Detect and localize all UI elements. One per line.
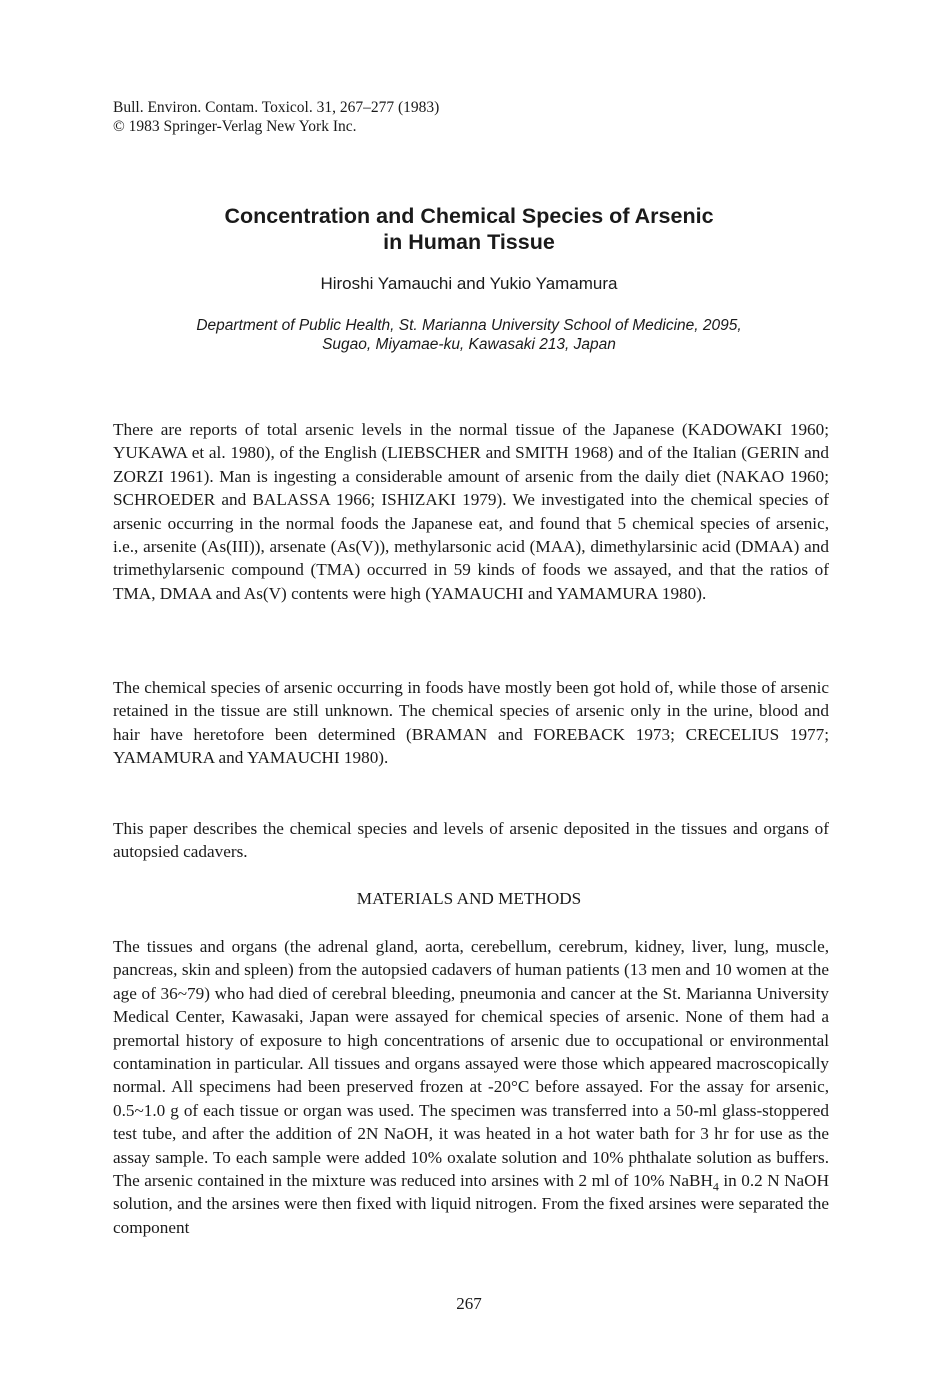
paragraph-text: There are reports of total arsenic levels in the normal tissue of the Japanese (KADOWAKI 1960; YUKAWA et al. 1980), of the English (LIEBSCHER and SMITH 1968) and of the Italian (GERIN and ZORZI 1961). Man is ingesting a considerable amount of arsenic from the daily diet (NAKAO 1960; SCHROEDER and BALASSA 1966; ISHIZAKI 1979). We investigated into the chemical species of arsenic occurring in the normal foods the Japanese eat, and found that 5 chemical species of arsenic, i.e., arsenite (As(III)), arsenate (As(V)), methylarsonic acid (MAA), dimethylarsinic acid (DMAA) and trimethylarsenic compound (TMA) occurred in 59 kinds of foods we assayed, and that the ratios of TMA, DMAA and As(V) contents were high (YAMAUCHI and YAMAMURA 1980). (113, 420, 829, 603)
methods-text-part-2: in 0.2 N NaOH solution, and the arsines were then fixed with liquid nitrogen. From the fixed arsines were separated the component (113, 1171, 829, 1237)
article-title (0, 203, 938, 255)
methods-text (113, 935, 829, 1239)
intro-paragraph-2 (113, 676, 829, 770)
title-line-2: in Human Tissue (383, 230, 555, 254)
journal-citation (113, 98, 439, 136)
section-heading: MATERIALS AND METHODS (356, 889, 582, 908)
affiliation-line-2: Sugao, Miyamae-ku, Kawasaki 213, Japan (322, 336, 616, 353)
methods-paragraph (113, 935, 829, 1239)
methods-text-part-1: The tissues and organs (the adrenal gland, aorta, cerebellum, cerebrum, kidney, liver, lung, muscle, pancreas, skin and spleen) from the autopsied cadavers of human patients (13 men and 10 women at the age of 36~79) who had died of cerebral bleeding, pneumonia and cancer at the St. Marianna University Medical Center, Kawasaki, Japan were assayed for chemical species of arsenic. None of them had a premortal history of exposure to high concentrations of arsenic due to occupational or environmental contamination in particular. All tissues and organs assayed were those which appeared macroscopically normal. All specimens had been preserved frozen at -20°C before assayed. For the assay for arsenic, 0.5~1.0 g of each tissue or organ was used. The specimen was transferred into a 50-ml glass-stoppered test tube, and after the addition of 2N NaOH, it was heated in a hot water bath for 3 hr for use as the assay sample. To each sample were added 10% oxalate solution and 10% phthalate solution as buffers. The arsenic contained in the mixture was reduced into arsines with 2 ml of 10% NaBH (113, 937, 829, 1191)
affiliation-line-1: Department of Public Health, St. Marianna University School of Medicine, 2095, (196, 317, 742, 334)
paragraph-text: This paper describes the chemical species and levels of arsenic deposited in the tissues and organs of autopsied cadavers. (113, 819, 829, 862)
subscript-4: 4 (712, 1179, 719, 1194)
paragraph-text: The chemical species of arsenic occurring in foods have mostly been got hold of, while those of arsenic retained in the tissue are still unknown. The chemical species of arsenic only in the urine, blood and hair have heretofore been determined (BRAMAN and FOREBACK 1973; CRECELIUS 1977; YAMAMURA and YAMAUCHI 1980). (113, 678, 829, 768)
journal-line: Bull. Environ. Contam. Toxicol. 31, 267–277 (1983) (113, 99, 440, 116)
intro-paragraph-3 (113, 817, 829, 864)
intro-paragraph-1 (113, 418, 829, 605)
copyright-line: © 1983 Springer-Verlag New York Inc. (113, 118, 357, 135)
title-line-1: Concentration and Chemical Species of Arsenic (224, 204, 714, 228)
author-affiliation (0, 316, 938, 354)
article-authors: Hiroshi Yamauchi and Yukio Yamamura (320, 274, 618, 293)
page-number: 267 (456, 1294, 482, 1313)
